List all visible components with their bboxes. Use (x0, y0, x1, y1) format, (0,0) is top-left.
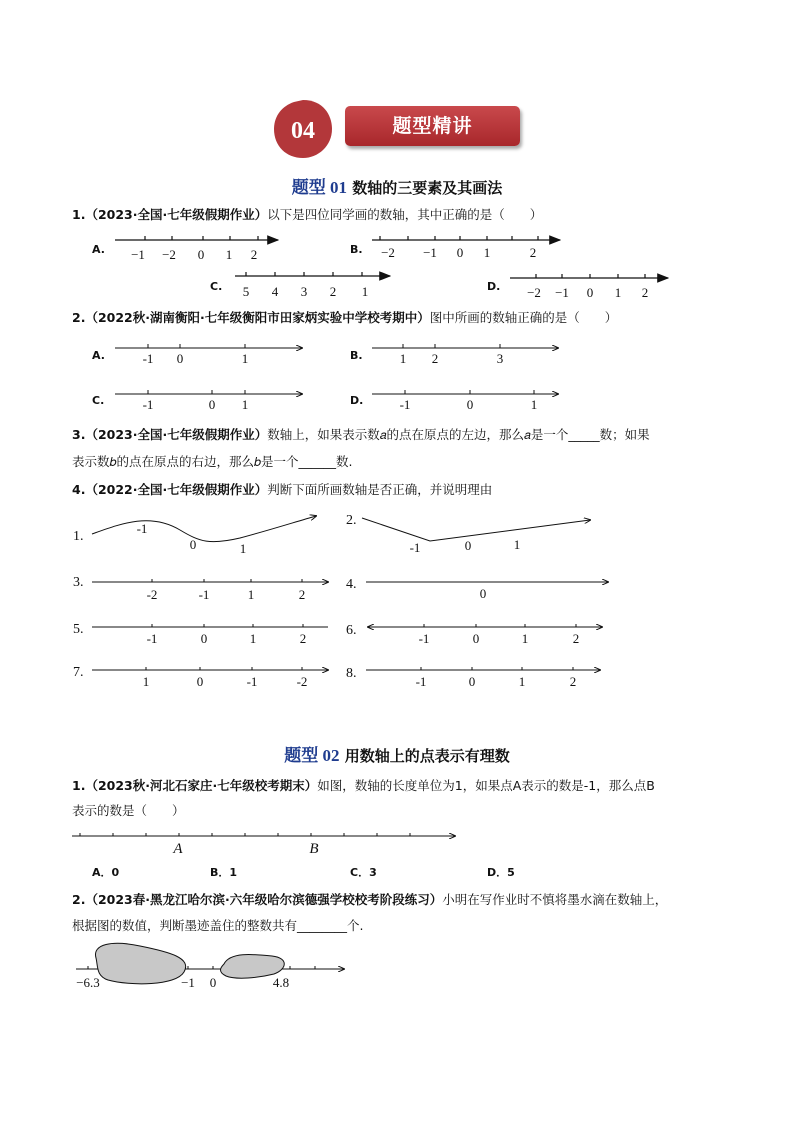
tick-label: −1 (555, 285, 569, 300)
tick-label: 1 (142, 674, 150, 689)
tick-label: 1 (399, 351, 407, 366)
item-number: 6. (346, 623, 357, 638)
tick-label: 1 (225, 247, 233, 262)
tick-label: 2 (641, 285, 649, 300)
option-d: D．5 (487, 866, 515, 879)
tick-label: 2 (329, 284, 337, 299)
section-name: 用数轴上的点表示有理数 (344, 747, 510, 765)
tick-label: 0 (466, 397, 474, 412)
tick-label: −1 (131, 247, 145, 262)
number-line-4-8 (366, 667, 600, 670)
tick-label: −2 (162, 247, 176, 262)
question-2-2-line2: 根据图的数值，判断墨迹盖住的整数共有________个. (72, 918, 364, 933)
section-label: 题型 02 (284, 746, 340, 765)
item-number: 5. (73, 622, 84, 637)
tick-label: -1 (142, 351, 154, 366)
tick-label: 2 (299, 631, 307, 646)
tick-label: −1 (181, 975, 195, 990)
tick-label: 1 (530, 397, 538, 412)
point-label-a: A (173, 841, 183, 857)
question-1-1: 1.（2023·全国·七年级假期作业）以下是四位同学画的数轴，其中正确的是（ ） (72, 207, 543, 222)
tick-label: 1 (239, 541, 247, 556)
number-line-2d (372, 390, 558, 394)
tick-label: 2 (431, 351, 439, 366)
number-line-2b (372, 344, 558, 348)
option-label: B. (350, 349, 363, 362)
item-number: 3. (73, 575, 84, 590)
number-line-4-5 (92, 624, 328, 627)
tick-label: 1 (518, 674, 526, 689)
option-c: C．3 (350, 866, 377, 879)
tick-label: 0 (479, 586, 487, 601)
tick-label: 0 (189, 537, 197, 552)
tick-label: 0 (200, 631, 208, 646)
option-label: D. (350, 394, 364, 407)
tick-label: 0 (464, 538, 472, 553)
tick-label: 3 (496, 351, 504, 366)
tick-label: 5 (242, 284, 250, 299)
number-line-4-2 (362, 518, 590, 541)
number-line-1d (510, 274, 668, 278)
section-name: 数轴的三要素及其画法 (352, 179, 503, 197)
tick-label: 1 (241, 351, 249, 366)
number-line-2c (115, 390, 302, 394)
option-label: C. (92, 394, 105, 407)
number-line-4-7 (92, 667, 328, 670)
tick-label: -1 (198, 587, 210, 602)
item-number: 1. (73, 529, 84, 544)
tick-label: 2 (572, 631, 580, 646)
tick-label: -1 (418, 631, 430, 646)
tick-label: -1 (246, 674, 258, 689)
option-label: A. (92, 243, 105, 256)
item-number: 7. (73, 665, 84, 680)
item-number: 4. (346, 577, 357, 592)
tick-label: 3 (300, 284, 308, 299)
number-line-4-6 (368, 624, 602, 627)
tick-label: 0 (586, 285, 594, 300)
tick-label: 4.8 (272, 975, 290, 990)
tick-label: 0 (456, 245, 464, 260)
question-2-1: 1.（2023秋·河北石家庄·七年级校考期末）如图，数轴的长度单位为1，如果点A表示的数是-1，那么点B (72, 778, 655, 793)
tick-label: 2 (298, 587, 306, 602)
question-2-2: 2.（2023春·黑龙江哈尔滨·六年级哈尔滨德强学校校考阶段练习）小明在写作业时不慎将墨水滴在数轴上， (72, 892, 668, 907)
tick-label: 2 (569, 674, 577, 689)
section-label: 题型 01 (291, 178, 347, 197)
section-title-2 (0, 741, 794, 766)
tick-label: 0 (196, 674, 204, 689)
tick-label: 1 (513, 537, 521, 552)
point-label-b: B (309, 841, 319, 857)
tick-label: −2 (381, 245, 395, 260)
tick-label: 1 (483, 245, 491, 260)
tick-label: 1 (247, 587, 255, 602)
option-label: D. (487, 280, 501, 293)
tick-label: −1 (423, 245, 437, 260)
option-label: B. (350, 243, 363, 256)
tick-label: -1 (146, 631, 158, 646)
tick-label: 4 (271, 284, 279, 299)
tick-label: −2 (527, 285, 541, 300)
option-label: A. (92, 349, 105, 362)
number-line-1c (235, 272, 390, 276)
number-line-4-1 (92, 516, 316, 542)
question-1-3: 3.（2023·全国·七年级假期作业）数轴上，如果表示数𝑎的点在原点的左边，那么𝑎是一个_____数；如果 (72, 427, 650, 442)
option-label: C. (210, 280, 223, 293)
tick-label: 1 (241, 397, 249, 412)
tick-label: 2 (529, 245, 537, 260)
question-1-3-line2: 表示数𝑏的点在原点的右边，那么𝑏是一个______数. (72, 454, 353, 469)
number-line-1b (372, 236, 560, 240)
tick-label: 0 (472, 631, 480, 646)
item-number: 8. (346, 666, 357, 681)
tick-label: 0 (209, 975, 217, 990)
tick-label: 0 (197, 247, 205, 262)
tick-label: 1 (614, 285, 622, 300)
tick-label: -1 (409, 540, 421, 555)
tick-label: -1 (142, 397, 154, 412)
tick-label: 0 (208, 397, 216, 412)
question-1-2: 2.（2022秋·湖南衡阳·七年级衡阳市田家炳实验中学校考期中）图中所画的数轴正确的是（ ） (72, 310, 618, 325)
tick-label: -1 (415, 674, 427, 689)
tick-label: -2 (296, 674, 308, 689)
number-line-4-3 (92, 579, 328, 582)
number-line-1a (115, 236, 278, 240)
tick-label: 1 (521, 631, 529, 646)
option-a: A．0 (92, 866, 120, 879)
badge-number: 04 (291, 118, 315, 144)
tick-label: 1 (361, 284, 369, 299)
ink-blot-left (95, 943, 185, 984)
tick-label: -1 (136, 521, 148, 536)
tick-label: 1 (249, 631, 257, 646)
tick-label: 0 (468, 674, 476, 689)
tick-label: −6.3 (76, 975, 100, 990)
tick-label: 0 (176, 351, 184, 366)
tick-label: -2 (146, 587, 158, 602)
question-1-4: 4.（2022·全国·七年级假期作业）判断下面所画数轴是否正确，并说明理由 (72, 482, 493, 497)
option-b: B．1 (210, 866, 238, 879)
item-number: 2. (346, 513, 357, 528)
tick-label: 2 (250, 247, 258, 262)
tick-label: -1 (399, 397, 411, 412)
number-line-2a (115, 344, 302, 348)
banner-title: 题型精讲 (345, 106, 520, 146)
number-line-s2-1 (72, 833, 455, 836)
question-2-1-line2: 表示的数是（ ） (72, 803, 185, 818)
